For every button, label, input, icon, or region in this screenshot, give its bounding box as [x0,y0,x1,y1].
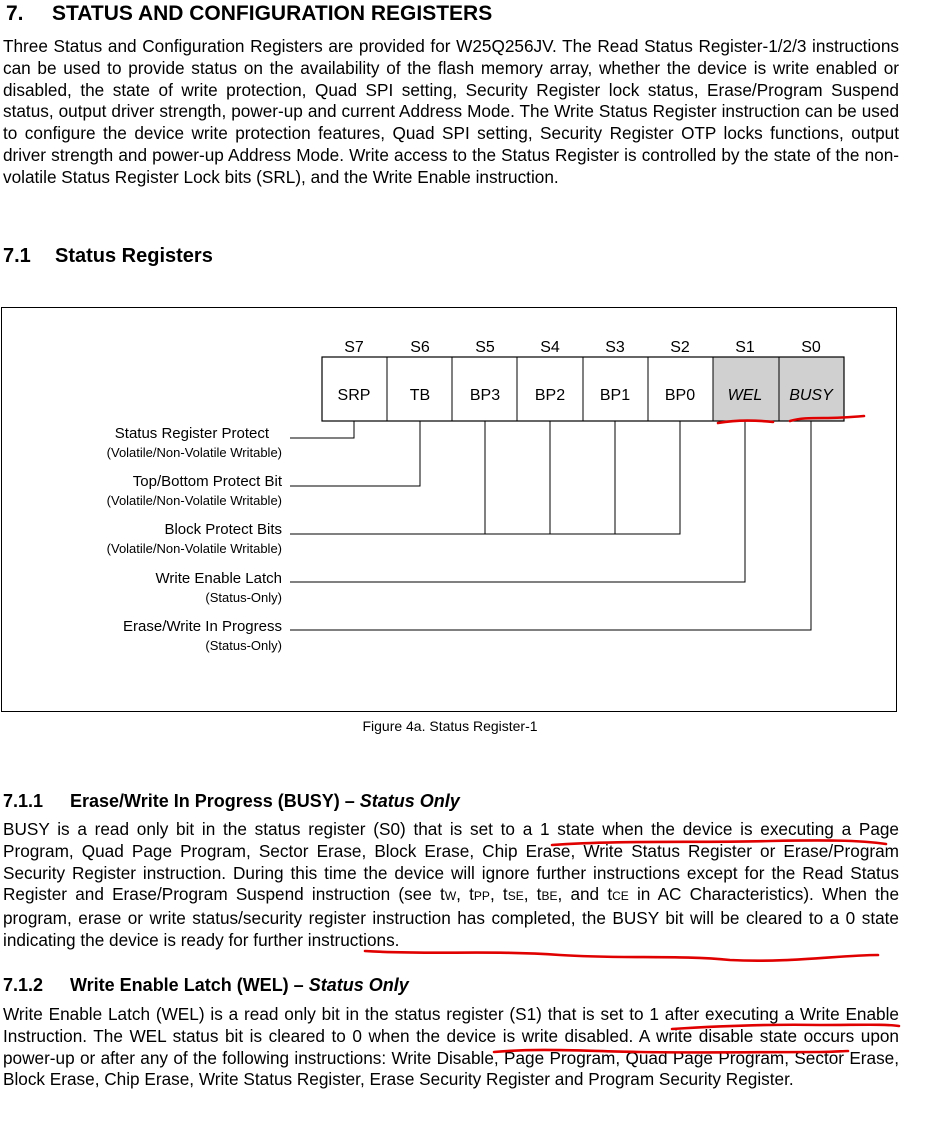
busy-number: 7.1.1 [3,791,44,811]
bit-position-label: S0 [801,339,821,356]
figure-caption: Figure 4a. Status Register-1 [362,718,538,734]
busy-heading [3,791,460,812]
busy-title: Erase/Write In Progress (BUSY) – [70,791,360,811]
timing-sub-ce: CE [612,889,629,904]
wel-qualifier: Status Only [308,975,409,995]
busy-qualifier: Status Only [359,791,460,811]
bit-name: WEL [727,387,763,404]
bit-position-label: S7 [344,339,364,356]
bit-name: BP2 [534,387,566,404]
bit-position-label: S2 [670,339,690,356]
wel-paragraph: Write Enable Latch (WEL) is a read only bit in the status register (S1) that is set to 1 after executing a Write Enable Instruction. The WEL status bit is cleared to 0 when the device is write disabled. A write disable state occurs upon power-up or after any of the following instructions: Write Disable, Page Program, Quad Page Program, Sector Erase, Block Erase, Chip Erase, Write Status Register, Erase Security Register and Program Security Register. [3,1004,899,1090]
wel-heading [3,975,409,996]
desc-srp-sub: (Volatile/Non-Volatile Writable) [106,445,282,460]
subsection-number: 7.1 [3,245,31,267]
wel-title: Write Enable Latch (WEL) – [70,975,309,995]
timing-sub-pp: PP [473,889,490,904]
desc-tb-label: Top/Bottom Protect Bit [132,473,282,490]
busy-text-5: , and t [557,884,613,905]
bit-position-label: S4 [540,339,560,356]
desc-bp-label: Block Protect Bits [164,521,282,538]
section-intro: Three Status and Configuration Registers are provided for W25Q256JV. The Read Status Register-1/2/3 instructions can be used to provide status on the availability of the flash memory array, whether the device is write enabled or disabled, the state of write protection, Quad SPI setting, Security Register lock status, Erase/Program Suspend status, output driver strength, power-up and current Address Mode. The Write Status Register instruction can be used to configure the device write protection features, Quad SPI setting, Security Register OTP locks functions, output driver strength and power-up Address Mode. Write access to the Status Register is controlled by the state of the non-volatile Status Register Lock bits (SRL), and the Write Enable instruction. [3,36,899,187]
bit-name: TB [409,387,431,404]
desc-bp-sub: (Volatile/Non-Volatile Writable) [106,541,282,556]
bit-position-label: S3 [605,339,625,356]
desc-wel-sub: (Status-Only) [205,590,282,605]
connector-lines [290,421,811,630]
timing-sub-be: BE [541,889,558,904]
desc-tb-sub: (Volatile/Non-Volatile Writable) [106,493,282,508]
subsection-title: Status Registers [55,245,213,267]
tb-connector [290,421,420,486]
bit-position-label: S1 [735,339,755,356]
bit-name: BP3 [469,387,501,404]
busy-paragraph [3,819,899,952]
desc-srp-label: Status Register Protect [114,425,269,442]
wel-number: 7.1.2 [3,975,44,995]
timing-sub-w: W [444,889,457,904]
busy-text-4: , t [523,884,542,905]
wel-connector [290,421,745,582]
bit-position-label: S6 [410,339,430,356]
bit-position-label: S5 [475,339,495,356]
busy-text-1: BUSY is a read only bit in the status register (S0) that is set to a 1 state when the device is executing a Page Program, Quad Page Program, Sector Erase, Block Erase, Chip Erase, Write Status Register or Erase/Program Security Register instruction. During this time the device will ignore further instructions except for the Read Status Register and Erase/Program Suspend instruction (see t [3,819,899,905]
bit-name: BUSY [789,387,833,404]
bit-name: BP0 [664,387,696,404]
section-number: 7. [6,2,24,25]
bit-name: BP1 [599,387,631,404]
timing-sub-se: SE [507,889,524,904]
busy-text-6: in AC Characteristics). When the program, erase or write status/security register instruction has completed, the BUSY bit will be cleared to a 0 state indicating the device is ready for further instructions. [3,884,899,950]
desc-busy-sub: (Status-Only) [205,638,282,653]
desc-wel-label: Write Enable Latch [155,570,282,587]
bit-name: SRP [337,387,371,404]
section-title: STATUS AND CONFIGURATION REGISTERS [52,2,493,25]
busy-text-2: , t [456,884,474,905]
desc-busy-label: Erase/Write In Progress [123,618,282,635]
busy-text-3: , t [489,884,508,905]
srp-connector [290,421,354,438]
